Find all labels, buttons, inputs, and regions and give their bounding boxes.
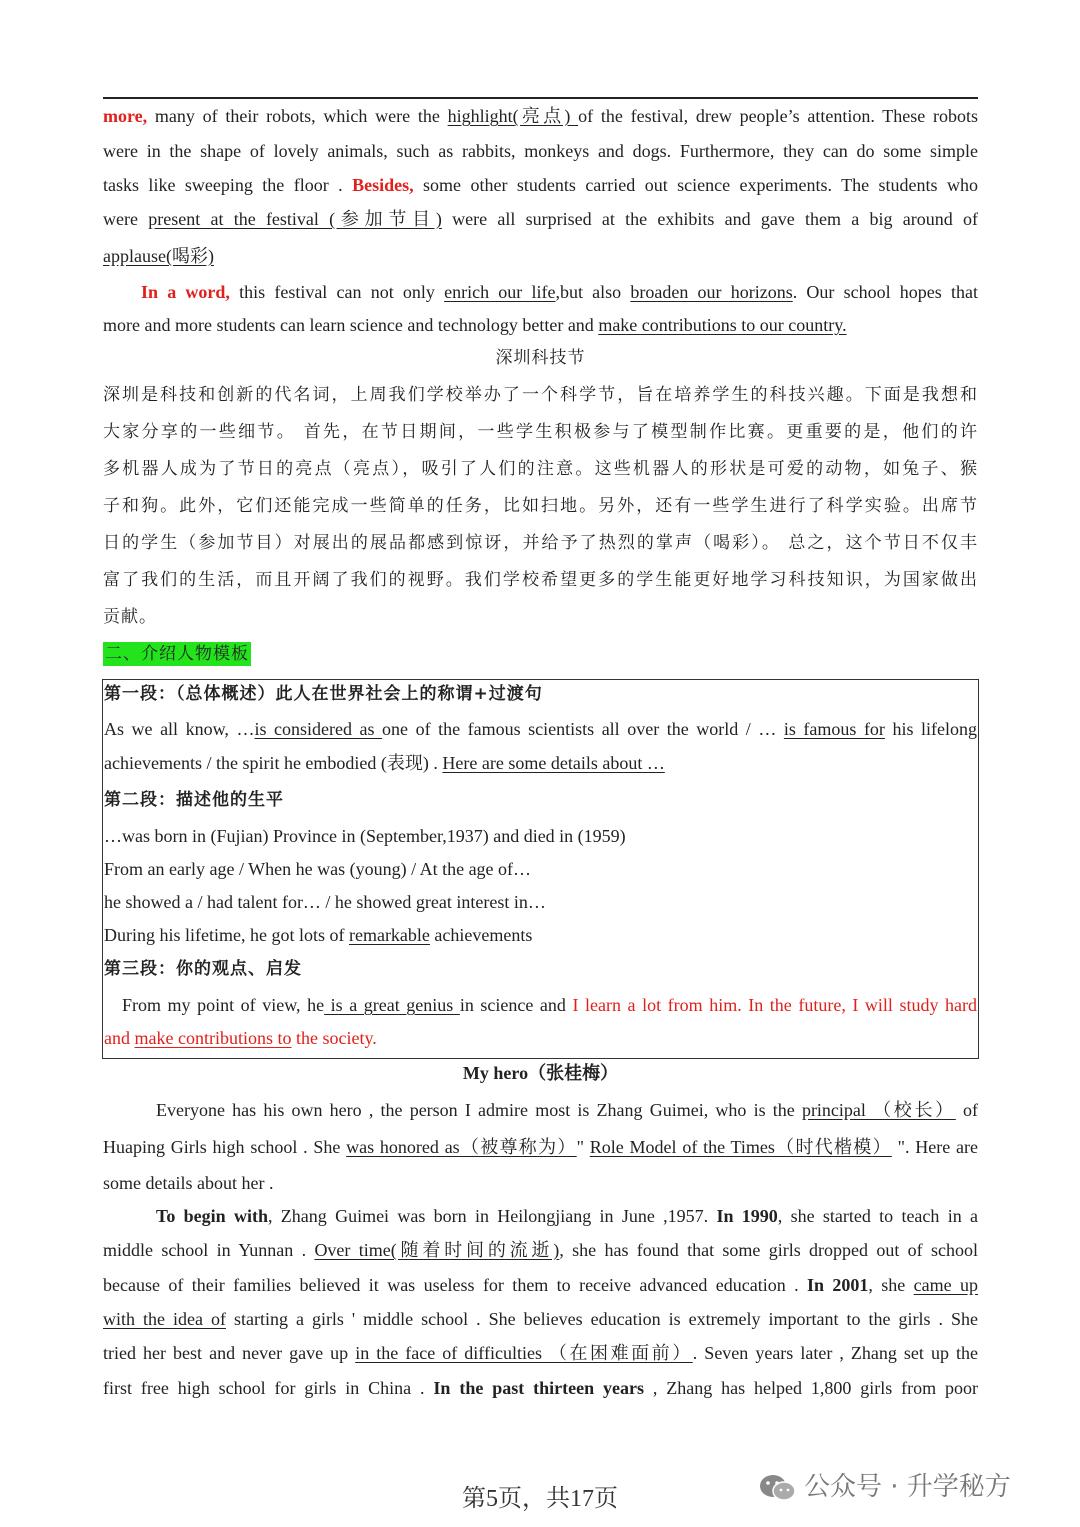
cn-line: 多机器人成为了节日的亮点（亮点），吸引了人们的注意。这些机器人的形状是可爱的动物，如兔子、猴	[103, 459, 978, 479]
hero-p2-line2: middle school in Yunnan . Over time(随着时间的流逝), she has found that some girls dropped out of school	[103, 1240, 978, 1260]
para1-line3: tasks like sweeping the floor . Besides, some other students carried out science experiments. The students who	[103, 175, 978, 195]
para2-line1: In a word, this festival can not only enrich our life,but also broaden our horizons. Our school hopes that	[141, 282, 978, 302]
hero-p1-line1: Everyone has his own hero , the person I admire most is Zhang Guimei, who is the principal （校长） of	[156, 1100, 978, 1120]
watermark: 公众号 · 升学秘方	[758, 1466, 1011, 1503]
hero-p1-line3: some details about her .	[103, 1173, 274, 1193]
section-heading: 二、介绍人物模板	[105, 644, 249, 664]
para1-line5	[103, 245, 978, 267]
template-p2-line1: …was born in (Fujian) Province in (September,1937) and died in (1959)	[104, 826, 626, 846]
cn-line: 日的学生（参加节目）对展出的展品都感到惊讶，并给予了热烈的掌声（喝彩）。 总之，这个节日不仅丰	[103, 533, 978, 553]
highlight-phrase: highlight(亮点)	[447, 106, 579, 126]
template-p2-line3: he showed a / had talent for… / he showed great interest in…	[104, 892, 546, 912]
template-heading-3: 第三段：你的观点、启发	[104, 959, 302, 979]
hero-p2-line3: because of their families believed it was useless for them to receive advanced education . In 2001, she came up	[103, 1275, 979, 1295]
hero-title: My hero（张桂梅）	[462, 1063, 619, 1083]
para1-line1: more, many of their robots, which were the highlight(亮点) of the festival, drew people’s attention. These robots	[103, 106, 978, 126]
para2-line2: more and more students can learn science and technology better and make contributions to our country.	[103, 315, 847, 335]
top-rule	[103, 97, 978, 99]
hero-p2-line1: To begin with, Zhang Guimei was born in Heilongjiang in June ,1957. In 1990, she started to teach in a	[156, 1206, 979, 1226]
template-p3-line2: and make contributions to the society.	[104, 1028, 377, 1048]
template-p1-line1: As we all know, …is considered as one of the famous scientists all over the world / … is famous for his lifelong	[104, 719, 978, 739]
cn-title: 深圳科技节	[495, 348, 586, 368]
template-heading-2: 第二段：描述他的生平	[104, 790, 284, 810]
applause-phrase: applause(喝彩)	[103, 246, 214, 266]
emphasis-besides: Besides,	[352, 175, 414, 195]
emphasis-more: more,	[103, 106, 148, 126]
cn-line: 子和狗。此外，它们还能完成一些简单的任务，比如扫地。另外，还有一些学生进行了科学实验。出席节	[103, 496, 978, 516]
cn-line: 富了我们的生活，而且开阔了我们的视野。我们学校希望更多的学生能更好地学习科技知识，为国家做出	[103, 570, 978, 590]
emphasis-in-a-word: In a word,	[141, 282, 230, 302]
present-phrase: present at the festival (参加节目)	[148, 209, 442, 229]
template-p3-line1: From my point of view, he is a great genius in science and I learn a lot from him. In the future, I will study hard	[122, 995, 978, 1015]
hero-p2-line4: with the idea of starting a girls ' middle school . She believes education is extremely important to the girls . She	[103, 1309, 979, 1329]
hero-p2-line6: first free high school for girls in China . In the past thirteen years , Zhang has helped 1,800 girls from poor	[103, 1378, 978, 1398]
cn-line: 深圳是科技和创新的代名词，上周我们学校举办了一个科学节，旨在培养学生的科技兴趣。下面是我想和	[103, 385, 978, 405]
hero-p1-line2: Huaping Girls high school . She was honored as（被尊称为）" Role Model of the Times（时代楷模） ". Here are	[103, 1137, 978, 1157]
cn-line: 贡献。	[103, 607, 157, 627]
cn-line: 大家分享的一些细节。 首先，在节日期间，一些学生积极参与了模型制作比赛。更重要的是，他们的许	[103, 422, 978, 442]
template-heading-1: 第一段：（总体概述）此人在世界社会上的称谓+过渡句	[104, 684, 543, 704]
template-p1-line2: achievements / the spirit he embodied (表现) . Here are some details about …	[104, 753, 665, 773]
hero-p2-line5: tried her best and never gave up in the face of difficulties （在困难面前）. Seven years later , Zhang set up the	[103, 1343, 978, 1363]
page-footer: 第5页，共17页	[462, 1486, 618, 1512]
template-p2-line2: From an early age / When he was (young) / At the age of…	[104, 859, 532, 879]
para1-line2: were in the shape of lovely animals, such as rabbits, monkeys and dogs. Furthermore, they can do some simple	[103, 141, 978, 161]
para1-line4: were present at the festival (参加节目) were all surprised at the exhibits and gave them a big around of	[103, 209, 978, 229]
wechat-icon	[758, 1473, 798, 1503]
template-p2-line4: During his lifetime, he got lots of remarkable achievements	[104, 925, 533, 945]
